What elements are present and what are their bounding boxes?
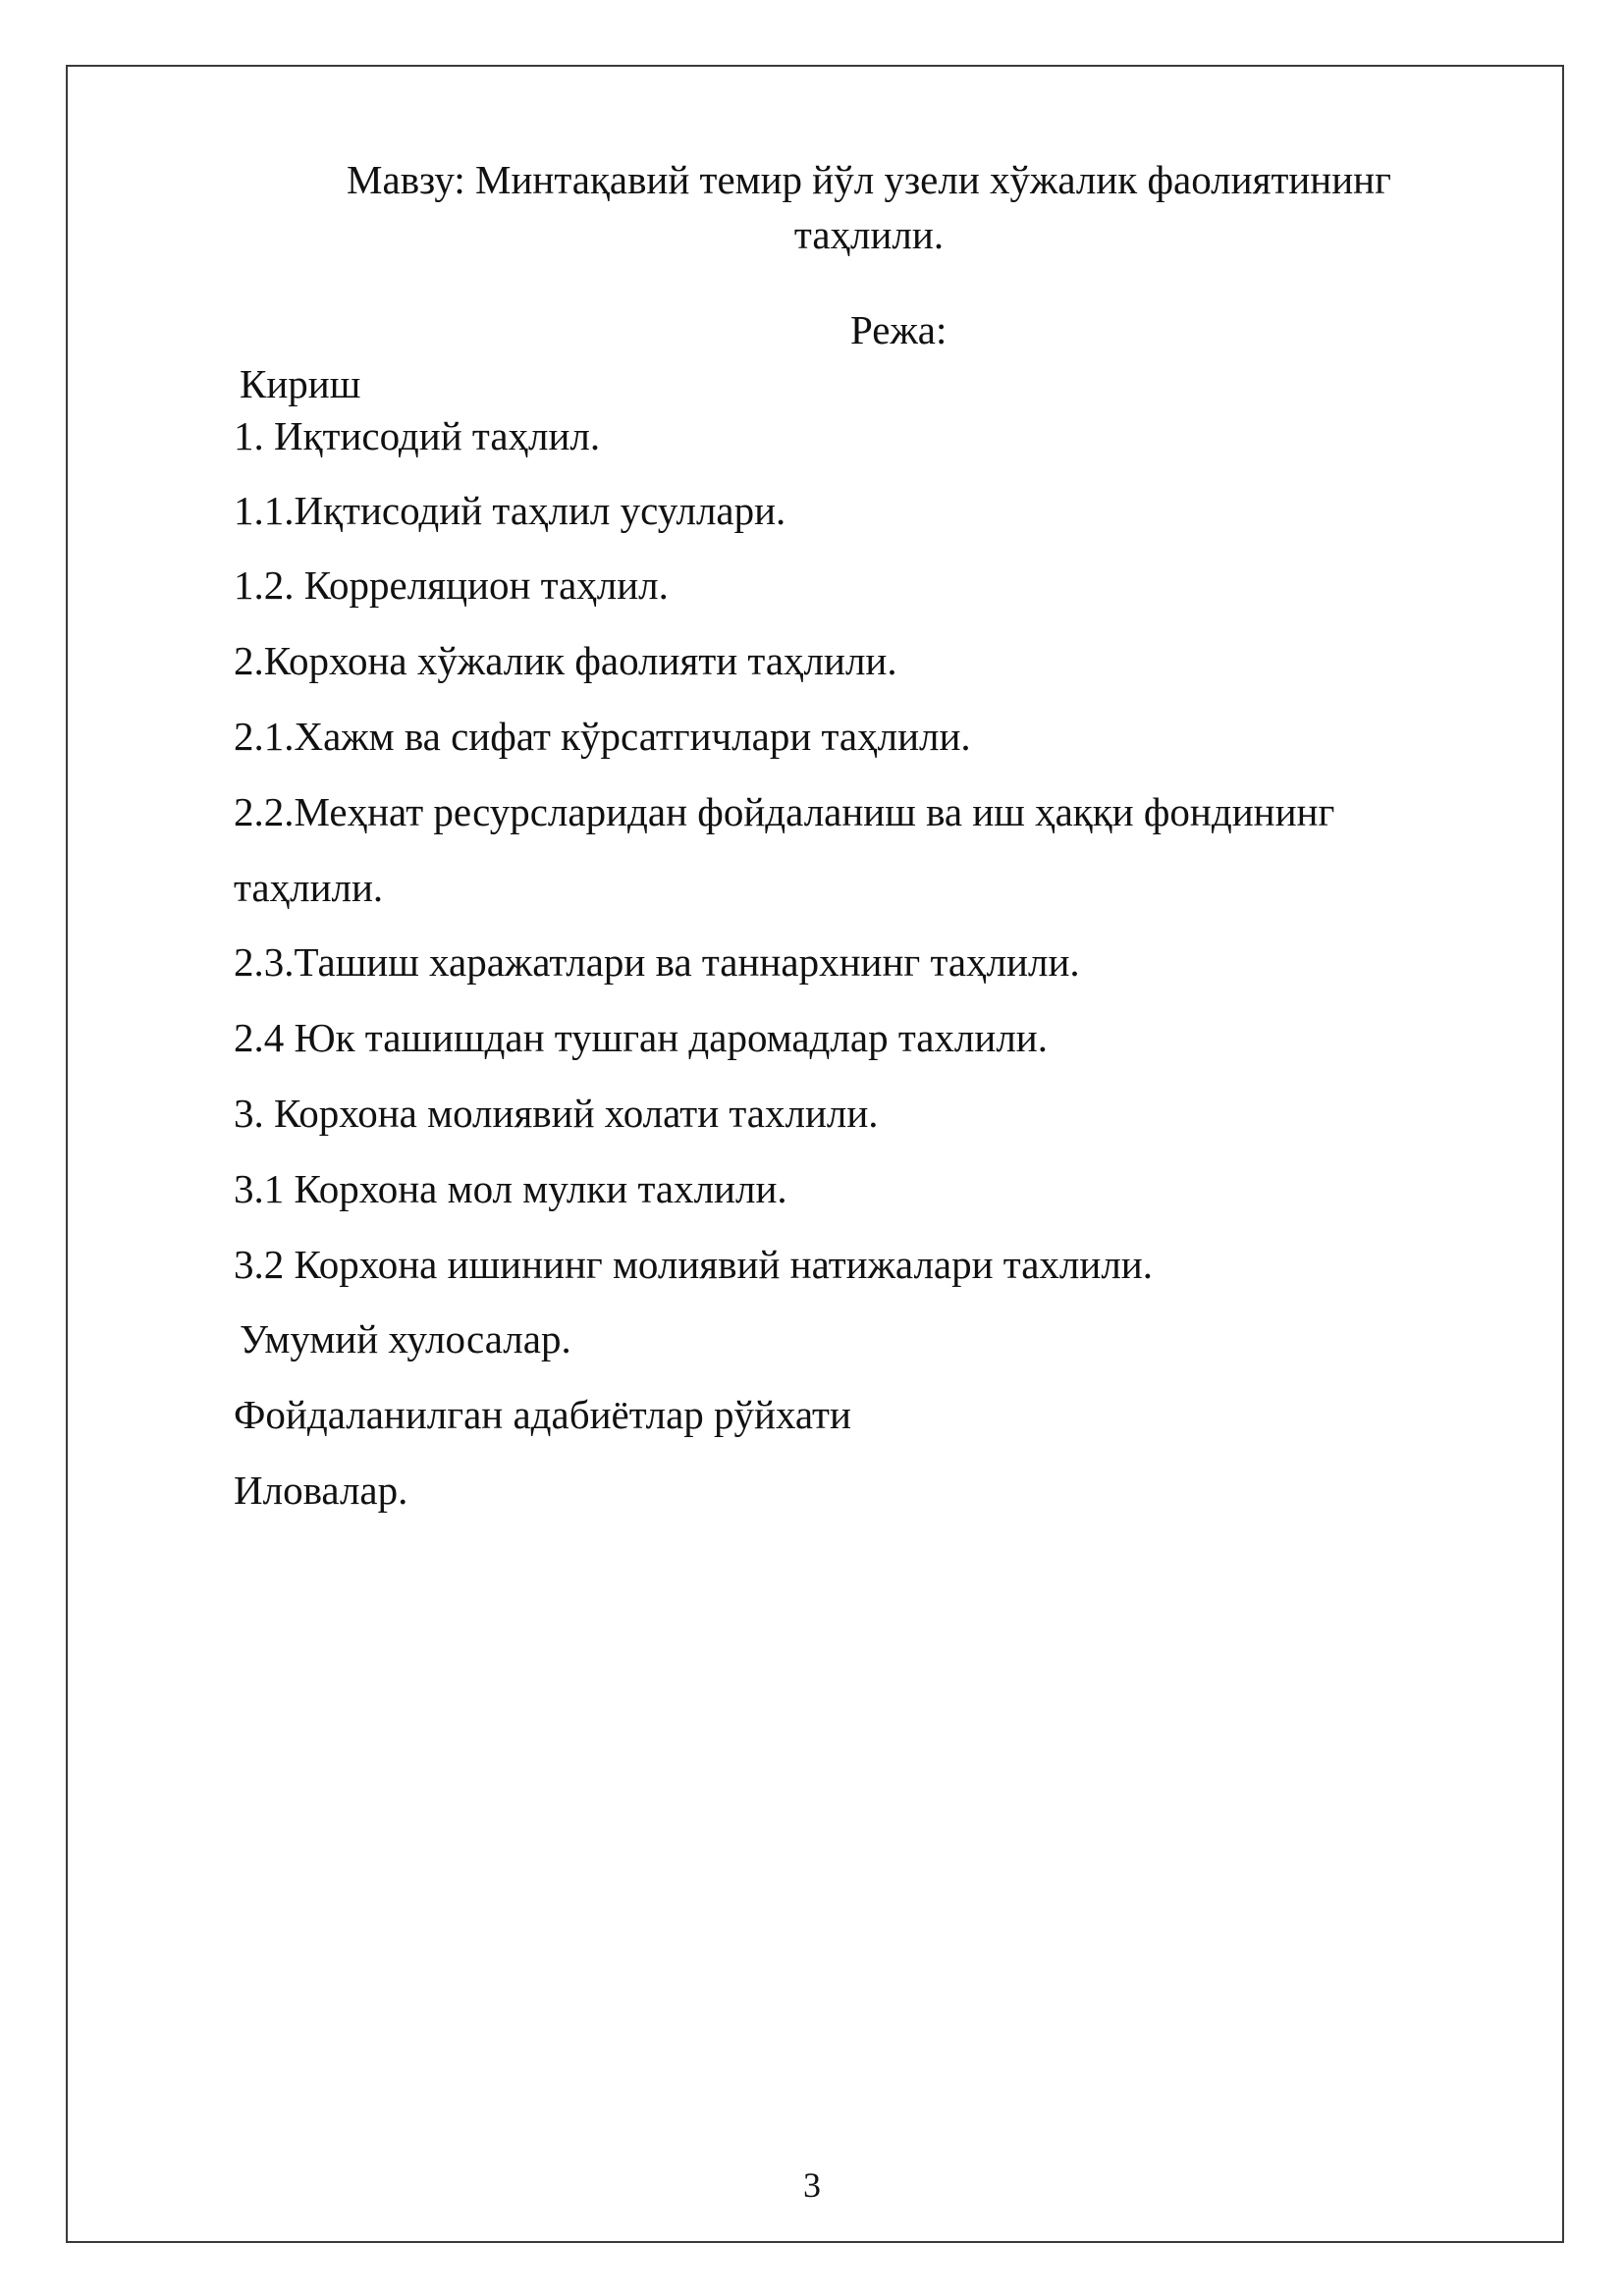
plan-heading: Режа: [850,307,947,352]
toc-item: 3. Корхона молиявий холати тахлили. [234,1091,879,1136]
toc-item: Умумий хулосалар. [240,1316,571,1362]
toc-item: 1.2. Корреляцион таҳлил. [234,562,669,608]
toc-item: 2.3.Ташиш харажатлари ва таннархнинг таҳлили. [234,939,1080,985]
document-title: Мавзу: Минтақавий темир йўл узели хўжалик фаолиятининг таҳлили. [347,157,1391,257]
toc-item: 3.1 Корхона мол мулки тахлили. [234,1166,787,1211]
toc-item: Кириш [240,361,361,406]
toc-item: 3.2 Корхона ишининг молиявий натижалари тахлили. [234,1242,1153,1287]
toc-item: 1. Иқтисодий таҳлил. [234,413,601,458]
toc-item: 2.4 Юк ташишдан тушган даромадлар тахлили. [234,1015,1048,1060]
toc-item: 2.Корхона хўжалик фаолияти таҳлили. [234,638,897,683]
toc-item: таҳлили. [234,865,384,910]
toc-item: Фойдаланилган адабиётлар рўйхати [234,1392,851,1437]
toc-item: 2.2.Меҳнат ресурсларидан фойдаланиш ва иш ҳаққи фондининг [234,789,1335,834]
toc-item: 2.1.Хажм ва сифат кўрсатгичлари таҳлили. [234,714,971,759]
toc-item: 1.1.Иқтисодий таҳлил усуллари. [234,488,786,533]
page-number: 3 [803,2165,821,2205]
toc-item: Иловалар. [234,1468,408,1513]
